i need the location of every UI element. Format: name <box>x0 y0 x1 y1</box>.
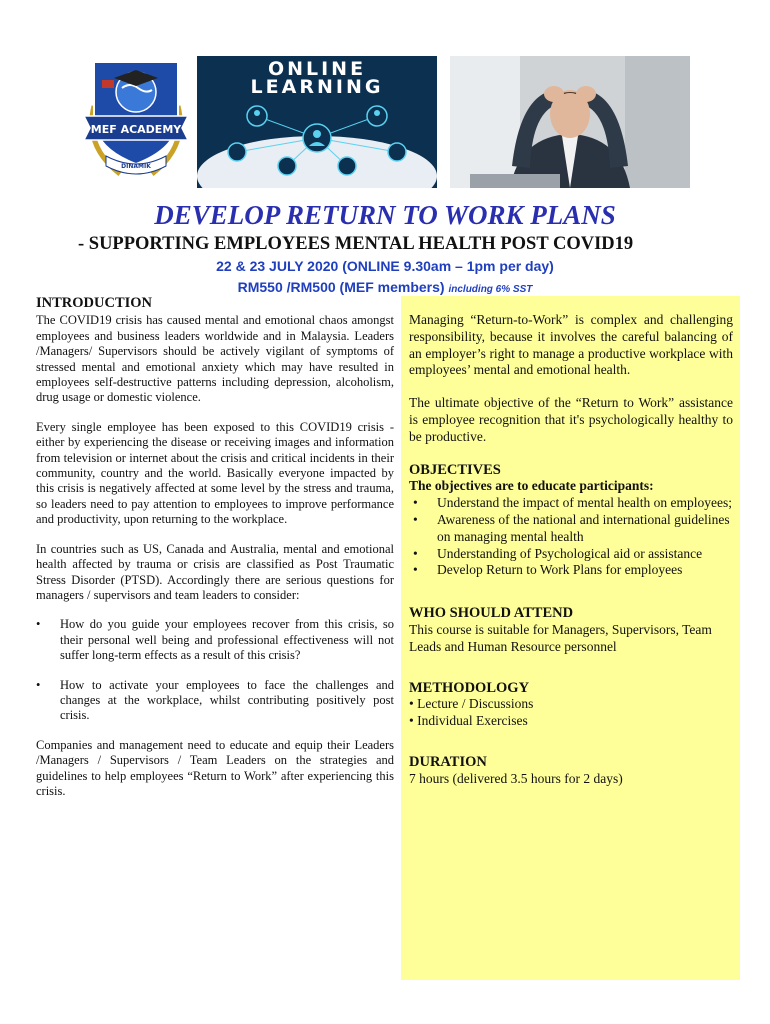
bullet-icon: • <box>413 511 418 527</box>
bullet-icon: • <box>413 495 418 511</box>
intro-paragraph-4: Companies and management need to educate and equip their Leaders /Managers / Supervisors / Team Leaders on the strategies and guidelines to help employees “Return to Work” after experiencing this crisis. <box>36 737 394 798</box>
methodology-item-2: • Individual Exercises <box>409 713 528 729</box>
list-item <box>409 495 733 512</box>
intro-paragraph-2: Every single employee has been exposed to this COVID19 crisis - either by experiencing the disease or receiving images and information from television or internet about the crisis and critical incidents in their community, country and the world. Basically everyone impacted by this crisis is negatively affected at some level by the stress and trauma, so leaders need to pay attention to employees to improve performance and productivity, upon returning to the workplace. <box>36 419 394 527</box>
logo-name: MEF ACADEMY <box>90 123 182 136</box>
objective-2: Awareness of the national and international guidelines on managing mental health <box>437 511 730 544</box>
introduction-section <box>36 296 394 813</box>
return-to-work-paragraph: Managing “Return-to-Work” is complex and challenging responsibility, because it involves the careful balancing of an employer’s right to manage a productive workplace with employees’ mental and emotional health. <box>409 312 733 378</box>
page-title: DEVELOP RETURN TO WORK PLANS <box>154 200 616 230</box>
methodology-heading: METHODOLOGY <box>409 679 530 696</box>
banner-line-online: ONLINE <box>267 58 367 80</box>
objectives-list <box>409 495 733 579</box>
page-subtitle: - SUPPORTING EMPLOYEES MENTAL HEALTH POST COVID19 <box>78 234 634 254</box>
objective-4: Develop Return to Work Plans for employees <box>437 562 683 578</box>
duration-text: 7 hours (delivered 3.5 hours for 2 days) <box>409 770 623 786</box>
list-item <box>409 562 733 579</box>
banner-line-learning: LEARNING <box>250 76 384 98</box>
list-item <box>36 678 394 724</box>
list-item <box>36 617 394 663</box>
objective-3: Understanding of Psychological aid or assistance <box>437 545 703 561</box>
list-item <box>409 546 733 563</box>
bullet-icon: • <box>413 562 418 578</box>
question-1: How do you guide your employees recover from this crisis, so their personal well being and professional effectiveness will not suffer long-term effects as a result of this crisis? <box>60 617 394 663</box>
price-amount: RM550 /RM500 (MEF members) <box>237 279 445 295</box>
logo-motto: DINAMIK <box>121 163 151 170</box>
list-item <box>409 512 733 546</box>
bullet-icon: • <box>36 677 41 692</box>
who-should-attend-heading: WHO SHOULD ATTEND <box>409 605 574 622</box>
ultimate-objective-paragraph: The ultimate objective of the “Return to Work” assistance is employee recognition that it's psychologically healthy to be productive. <box>409 395 733 444</box>
course-dates: 22 & 23 JULY 2020 (ONLINE 9.30am – 1pm per day) <box>216 258 554 274</box>
intro-paragraph-1: The COVID19 crisis has caused mental and emotional chaos amongst employees and business leaders worldwide and in Malaysia. Leaders /Managers/ Supervisors should be actively vigilant of symptoms of stressed mental and emotional anxiety which may have resulted in employees self-destructive patterns including depression, alcoholism, drug usage or domestic violence. <box>36 313 394 405</box>
bullet-icon: • <box>36 617 41 632</box>
objective-1: Understand the impact of mental health on employees; <box>437 495 733 511</box>
objectives-heading: OBJECTIVES <box>409 461 501 478</box>
price-sst-note: including 6% SST <box>448 284 533 295</box>
duration-heading: DURATION <box>409 753 487 770</box>
intro-paragraph-3: In countries such as US, Canada and Australia, mental and emotional health affected by trauma or crisis are classified as Post Traumatic Stress Disorder (PTSD). Accordingly there are serious questions for managers / supervisors and team leaders to consider: <box>36 541 394 602</box>
course-details-section <box>409 312 733 788</box>
introduction-heading: INTRODUCTION <box>36 295 153 311</box>
online-learning-banner <box>197 56 437 188</box>
course-price <box>0 279 770 295</box>
objectives-intro: The objectives are to educate participants: <box>409 478 654 494</box>
who-should-attend-text: This course is suitable for Managers, Supervisors, Team Leads and Human Resource personnel <box>409 621 712 654</box>
mef-academy-logo <box>80 56 192 186</box>
bullet-icon: • <box>413 545 418 561</box>
methodology-item-1: • Lecture / Discussions <box>409 696 534 712</box>
question-2: How to activate your employees to face the challenges and changes at the workplace, whilst contributing positively post crisis. <box>60 677 394 723</box>
stressed-employee-photo <box>450 56 690 188</box>
